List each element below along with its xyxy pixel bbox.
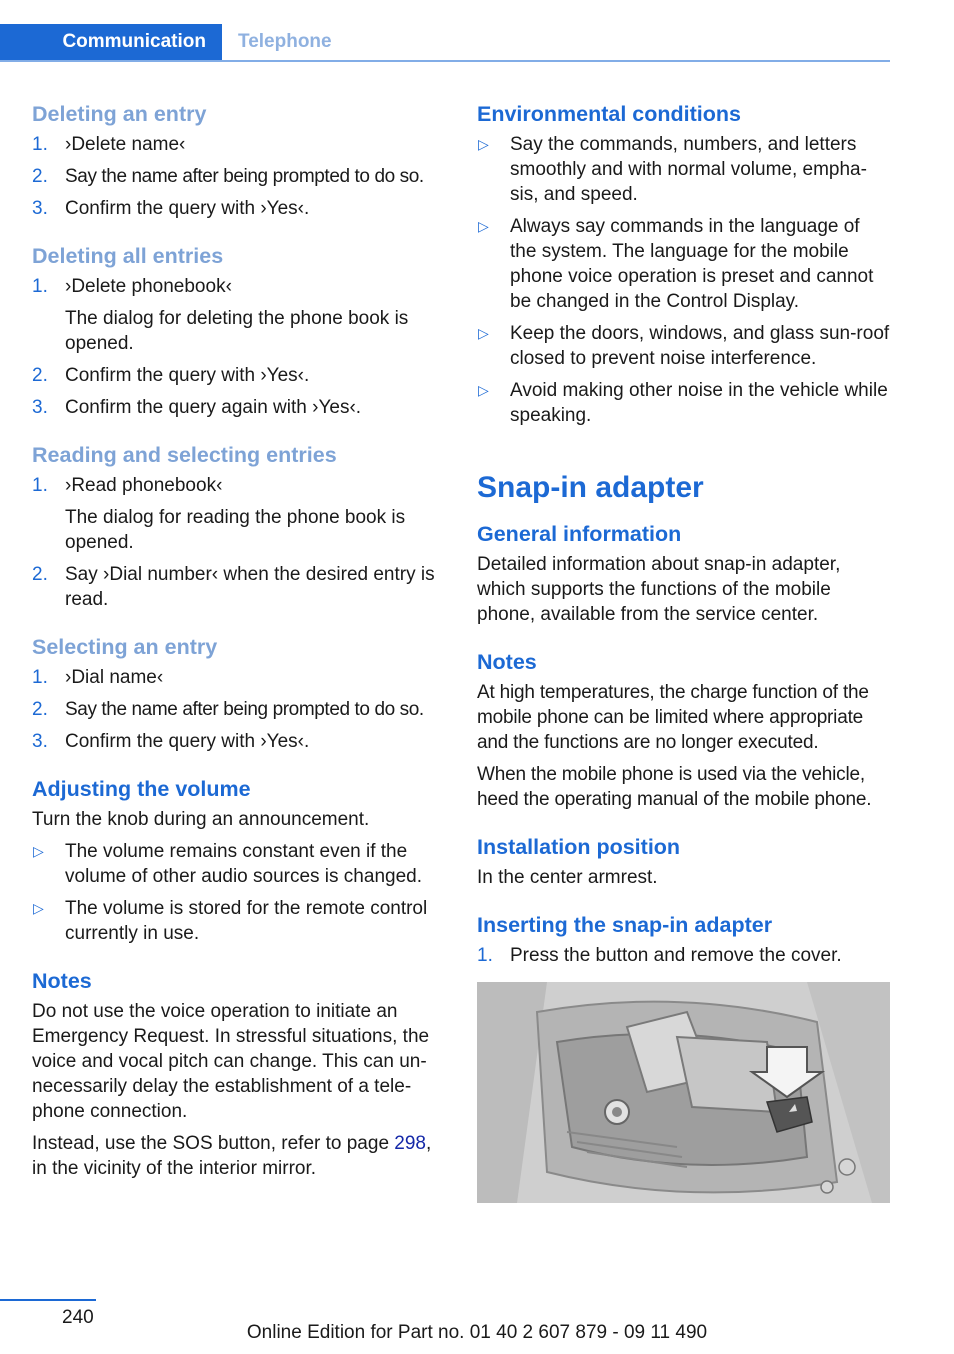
heading-general-info: General information <box>477 522 682 546</box>
bullet-item <box>477 321 890 371</box>
triangle-bullet-icon: ▷ <box>478 382 489 398</box>
triangle-bullet-icon: ▷ <box>478 218 489 234</box>
step <box>32 132 447 157</box>
notes-paragraph: When the mobile phone is used via the vehicle, heed the operating manual of the mobile phone. <box>477 764 872 810</box>
heading-notes-right: Notes <box>477 650 537 674</box>
step-text: Confirm the query with ›Yes‹. <box>65 365 310 386</box>
notes-text: , in the vicinity of the interior mirror. <box>32 1133 432 1179</box>
step <box>32 395 447 420</box>
step-text: ›Dial name‹ <box>65 667 164 688</box>
bullet-item <box>32 896 447 946</box>
header-divider <box>0 60 890 62</box>
step-text: Press the button and remove the cover. <box>510 945 842 966</box>
heading-deleting-all: Deleting all entries <box>32 244 224 268</box>
page-link[interactable]: 298 <box>394 1133 426 1154</box>
step-number: 1. <box>32 134 48 155</box>
tab-telephone[interactable]: Telephone <box>238 31 332 52</box>
step-number: 3. <box>32 397 48 418</box>
bullet-item <box>477 378 890 428</box>
bullet-text: Always say commands in the language of the system. The language for the mobile phone voice operation is preset and cannot be changed in the Control Display. <box>510 216 874 312</box>
step-number: 2. <box>32 699 48 720</box>
step-text: Confirm the query again with ›Yes‹. <box>65 397 362 418</box>
triangle-bullet-icon: ▷ <box>33 900 44 916</box>
step-text: Say the name after being prompted to do so. <box>65 166 424 187</box>
notes-paragraph: At high temperatures, the charge function of the mobile phone can be limited where appropriate and the functions are no longer executed. <box>477 682 869 753</box>
heading-installation: Installation position <box>477 835 681 859</box>
step <box>32 665 447 690</box>
tab-communication[interactable]: Communication <box>0 24 222 60</box>
installation-text: In the center armrest. <box>477 867 658 888</box>
right-column <box>477 100 890 1203</box>
step <box>32 274 447 299</box>
page-number: 240 <box>62 1307 94 1328</box>
step-text: ›Delete name‹ <box>65 134 186 155</box>
heading-volume: Adjusting the volume <box>32 777 251 801</box>
step-number: 2. <box>32 564 48 585</box>
step-text: Say ›Dial number‹ when the desired entry is read. <box>65 564 435 610</box>
heading-inserting: Inserting the snap-in adapter <box>477 913 773 937</box>
heading-notes-left: Notes <box>32 969 92 993</box>
step-text: ›Read phonebook‹ <box>65 475 223 496</box>
step <box>477 943 890 968</box>
step <box>32 164 447 189</box>
left-column <box>32 100 447 1181</box>
triangle-bullet-icon: ▷ <box>478 325 489 341</box>
bullet-text: The volume is stored for the remote control currently in use. <box>65 898 428 944</box>
step-note: The dialog for deleting the phone book is opened. <box>65 308 409 354</box>
heading-selecting: Selecting an entry <box>32 635 218 659</box>
step-number: 3. <box>32 731 48 752</box>
step-number: 1. <box>32 475 48 496</box>
step-number: 2. <box>32 365 48 386</box>
step <box>32 729 447 754</box>
armrest-drawing <box>477 982 890 1203</box>
heading-environment: Environmental conditions <box>477 102 741 126</box>
step-text: Confirm the query with ›Yes‹. <box>65 731 310 752</box>
notes-paragraph: Do not use the voice operation to initiate an Emergency Request. In stressful situations, the voice and vocal pitch can change. This can un-necessarily delay the establishment of a tele-phone connection. <box>32 1001 430 1122</box>
step <box>32 562 447 612</box>
volume-intro: Turn the knob during an announcement. <box>32 809 370 830</box>
armrest-illustration <box>477 982 890 1203</box>
header-bar <box>0 24 890 62</box>
step-number: 1. <box>477 945 493 966</box>
heading-reading: Reading and selecting entries <box>32 443 337 467</box>
bullet-item <box>477 132 890 207</box>
edition-footer: Online Edition for Part no. 01 40 2 607 879 - 09 11 490 <box>246 1322 708 1343</box>
step-number: 1. <box>32 667 48 688</box>
step-text: ›Delete phonebook‹ <box>65 276 232 297</box>
triangle-bullet-icon: ▷ <box>478 136 489 152</box>
step <box>32 697 447 722</box>
bullet-item <box>32 839 447 889</box>
footer-divider <box>0 1299 96 1301</box>
step-number: 2. <box>32 166 48 187</box>
bullet-text: Keep the doors, windows, and glass sun-roof closed to prevent noise interference. <box>510 323 890 369</box>
step-note: The dialog for reading the phone book is opened. <box>65 507 406 553</box>
step-text: Confirm the query with ›Yes‹. <box>65 198 310 219</box>
bullet-text: Avoid making other noise in the vehicle while speaking. <box>510 380 888 426</box>
triangle-bullet-icon: ▷ <box>33 843 44 859</box>
bullet-text: Say the commands, numbers, and letters smoothly and with normal volume, empha-sis, and speed. <box>510 134 867 205</box>
step <box>32 196 447 221</box>
step <box>32 363 447 388</box>
step-text: Say the name after being prompted to do so. <box>65 699 424 720</box>
section-title-snap-in: Snap-in adapter <box>477 471 704 504</box>
heading-deleting-entry: Deleting an entry <box>32 102 207 126</box>
general-info-text: Detailed information about snap-in adapter, which supports the functions of the mobile phone, available from the service center. <box>477 554 841 625</box>
step-number: 1. <box>32 276 48 297</box>
bullet-item <box>477 214 890 314</box>
bullet-text: The volume remains constant even if the volume of other audio sources is changed. <box>65 841 422 887</box>
notes-paragraph-sos <box>32 1131 447 1181</box>
notes-text: Instead, use the SOS button, refer to page <box>32 1133 395 1154</box>
step-number: 3. <box>32 198 48 219</box>
step <box>32 473 447 498</box>
